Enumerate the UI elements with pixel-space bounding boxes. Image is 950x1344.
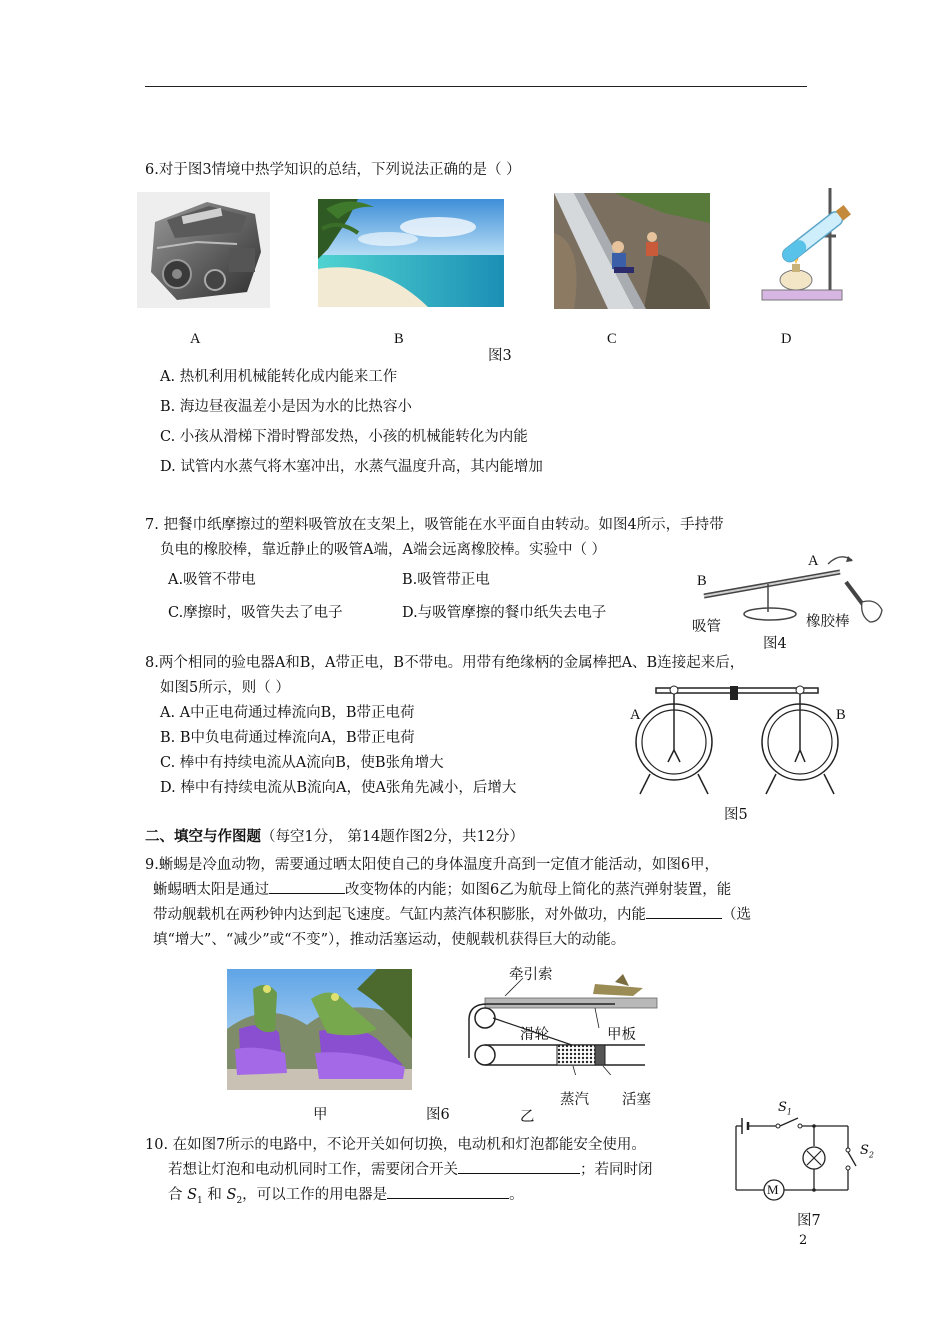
fig4-label-b: B xyxy=(697,573,707,589)
q10-s1-sub: 1 xyxy=(197,1195,203,1206)
q10-line2-text-a: 若想让灯泡和电动机同时工作，需要闭合开关 xyxy=(168,1162,458,1178)
header-rule xyxy=(145,86,807,87)
q6-option-b: B. 海边昼夜温差小是因为水的比热容小 xyxy=(160,399,412,415)
slide-photo xyxy=(554,193,710,309)
q6-option-d: D. 试管内水蒸气将木塞冲出，水蒸气温度升高，其内能增加 xyxy=(160,459,543,475)
fig7-s1-letter: S xyxy=(778,1100,787,1115)
lizards-sunbathing-photo xyxy=(227,969,412,1090)
q7-stem-line1: 7. 把餐巾纸摩擦过的塑料吸管放在支架上，吸管能在水平面自由转动。如图4所示，手持带 xyxy=(145,517,724,533)
fig4-straw-label: 吸管 xyxy=(692,619,721,635)
fig6-pulley-label: 滑轮 xyxy=(520,1027,549,1043)
page-number: 2 xyxy=(799,1233,808,1248)
image-label-d: D xyxy=(781,331,792,347)
circuit-diagram xyxy=(728,1112,878,1204)
fig4-rod-label: 橡胶棒 xyxy=(806,614,850,630)
section-2-heading xyxy=(145,825,524,846)
image-label-a: A xyxy=(190,331,201,347)
fig6-yi-label: 乙 xyxy=(520,1109,535,1125)
q9-line2-text-b: 改变物体的内能；如图6乙为航母上简化的蒸汽弹射装置，能 xyxy=(345,882,732,898)
q8-stem-line2: 如图5所示，则（ ） xyxy=(160,680,290,696)
q6-option-a: A. 热机利用机械能转化成内能来工作 xyxy=(160,369,398,385)
q7-option-c: C.摩擦时，吸管失去了电子 xyxy=(168,605,343,621)
fig7-s2-sub: 2 xyxy=(868,1150,874,1160)
q8-stem-line1: 8.两个相同的验电器A和B，A带正电，B不带电。用带有绝缘柄的金属棒把A、B连接起来后， xyxy=(145,655,745,671)
q6-stem: 6.对于图3情境中热学知识的总结，下列说法正确的是（ ） xyxy=(145,162,521,178)
q9-line2-text-a: 蜥蜴晒太阳是通过 xyxy=(153,882,269,898)
q9-blank-2[interactable] xyxy=(646,904,722,919)
image-label-b: B xyxy=(394,331,404,347)
q10-line3-text-a: 合 xyxy=(168,1187,183,1203)
q9-line4: 填“增大”、“减少”或“不变”），推动活塞运动，使舰载机获得巨大的动能。 xyxy=(153,932,626,948)
image-label-c: C xyxy=(607,331,617,347)
fig6-deck-label: 甲板 xyxy=(607,1027,636,1043)
fig7-motor-label: M xyxy=(767,1182,779,1197)
q6-option-c: C. 小孩从滑梯下滑时臀部发热，小孩的机械能转化为内能 xyxy=(160,429,528,445)
fig7-s2-label xyxy=(860,1143,874,1160)
engine-photo xyxy=(137,192,270,308)
section-2-title: 二、填空与作图题 xyxy=(145,828,261,845)
q8-option-b: B. B中负电荷通过棒流向A，B带正电荷 xyxy=(160,730,415,746)
fig7-s1-sub: 1 xyxy=(786,1107,792,1117)
q7-option-a: A.吸管不带电 xyxy=(168,572,256,588)
q10-blank-2[interactable] xyxy=(387,1184,509,1199)
q9-line3 xyxy=(153,903,751,924)
q8-option-c: C. 棒中有持续电流从A流向B，使B张角增大 xyxy=(160,755,444,771)
q9-line2 xyxy=(153,878,731,899)
figure-3-caption: 图3 xyxy=(488,348,512,364)
q10-line1: 10. 在如图7所示的电路中，不论开关如何切换，电动机和灯泡都能安全使用。 xyxy=(145,1137,646,1153)
fig7-s1-label xyxy=(778,1100,792,1117)
fig7-s2-letter: S xyxy=(860,1143,869,1158)
q10-blank-1[interactable] xyxy=(458,1159,580,1174)
q7-option-d: D.与吸管摩擦的餐巾纸失去电子 xyxy=(402,605,607,621)
fig6-jia-label: 甲 xyxy=(313,1107,328,1123)
q9-blank-1[interactable] xyxy=(269,879,345,894)
fig6-cable-label: 牵引索 xyxy=(509,967,553,983)
q10-line3-text-c: 。 xyxy=(509,1187,524,1203)
beach-photo xyxy=(318,199,504,307)
q8-option-d: D. 棒中有持续电流从B流向A，使A张角先减小，后增大 xyxy=(160,780,517,796)
electroscope-diagram xyxy=(630,682,840,800)
q10-line3 xyxy=(168,1183,524,1206)
q9-line1: 9.蜥蜴是冷血动物，需要通过晒太阳使自己的身体温度升高到一定值才能活动，如图6甲， xyxy=(145,857,720,873)
q10-line3-text-b: ，可以工作的用电器是 xyxy=(242,1187,388,1203)
fig5-label-b: B xyxy=(836,707,846,723)
q8-option-a: A. A中正电荷通过棒流向B，B带正电荷 xyxy=(160,705,415,721)
test-tube-burner-drawing xyxy=(752,180,880,308)
q10-s2-sub: 2 xyxy=(236,1195,243,1206)
fig4-label-a: A xyxy=(808,553,819,569)
q10-s1: S xyxy=(187,1187,198,1203)
q7-stem-line2: 负电的橡胶棒，靠近静止的吸管A端，A端会远离橡胶棒。实验中（ ） xyxy=(160,542,607,558)
steam-catapult-diagram xyxy=(465,960,675,1075)
q10-line2-text-b: ；若同时闭 xyxy=(580,1162,653,1178)
q10-s2: S xyxy=(226,1187,237,1203)
figure-5-caption: 图5 xyxy=(724,807,748,823)
q9-line3-text-b: （选 xyxy=(722,907,751,923)
section-2-note: （每空1分， 第14题作图2分，共12分） xyxy=(261,829,524,845)
q9-line3-text-a: 带动舰载机在两秒钟内达到起飞速度。气缸内蒸汽体积膨胀，对外做功，内能 xyxy=(153,907,646,923)
fig6-steam-label: 蒸汽 xyxy=(560,1092,589,1108)
figure-6-caption: 图6 xyxy=(426,1107,450,1123)
figure-7-caption: 图7 xyxy=(797,1213,821,1229)
q7-option-b: B.吸管带正电 xyxy=(402,572,490,588)
figure-4-caption: 图4 xyxy=(763,636,787,652)
fig6-piston-label: 活塞 xyxy=(622,1092,651,1108)
q10-line2 xyxy=(168,1158,653,1179)
q10-line3-mid: 和 xyxy=(207,1187,222,1203)
fig5-label-a: A xyxy=(630,707,641,723)
